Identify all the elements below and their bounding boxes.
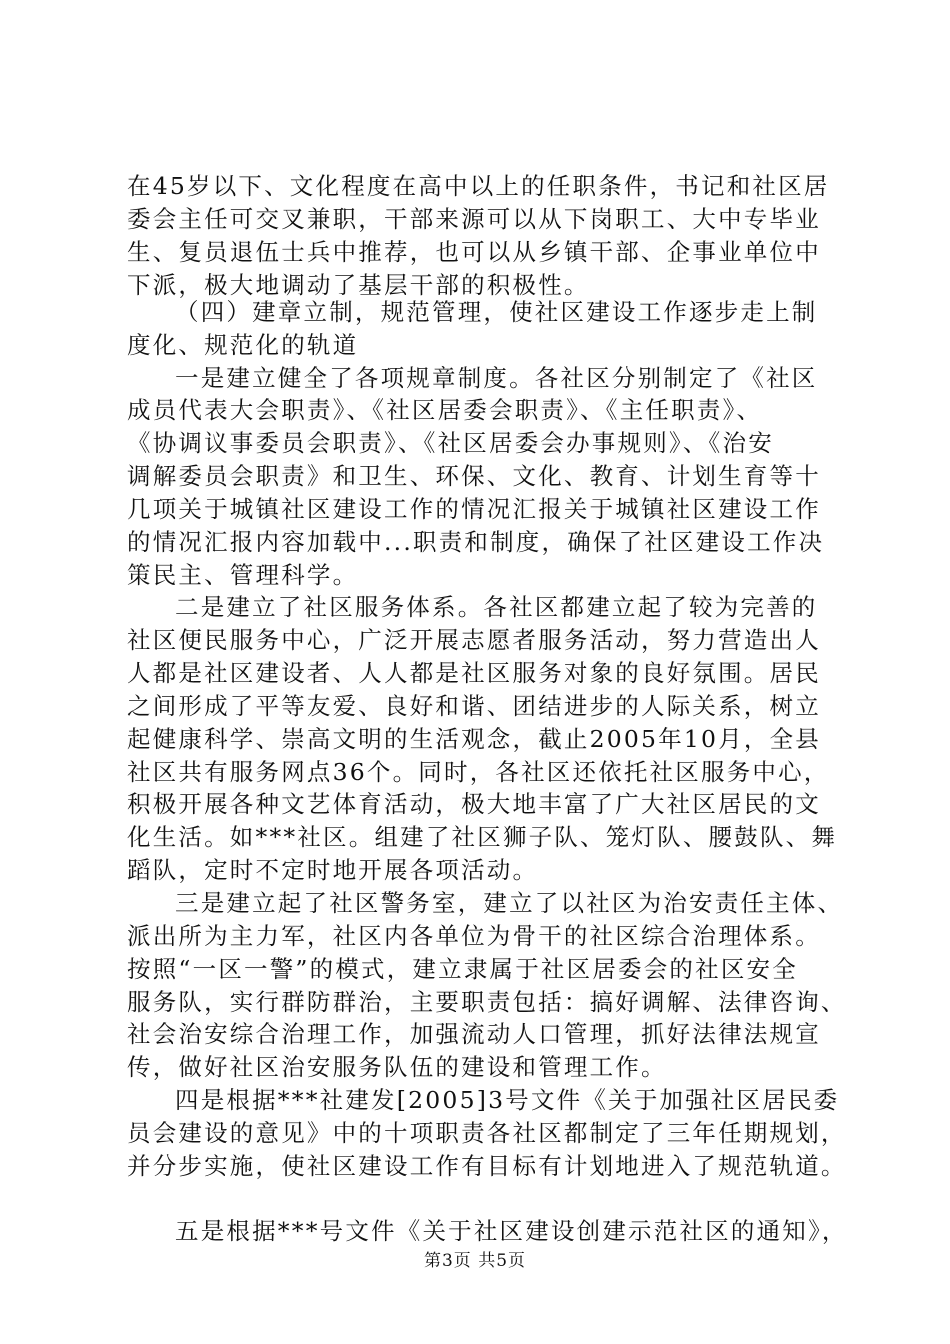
body-text-line: 一是建立健全了各项规章制度。各社区分别制定了《社区 bbox=[175, 364, 818, 392]
body-text-line: 《协调议事委员会职责》、《社区居委会办事规则》、《治安 bbox=[127, 429, 774, 457]
body-text-line: 派出所为主力军，社区内各单位为骨干的社区综合治理体系。 bbox=[127, 922, 821, 950]
body-text-line: 并分步实施，使社区建设工作有目标有计划地进入了规范轨道。 bbox=[127, 1152, 847, 1180]
body-text-line: 成员代表大会职责》、《社区居委会职责》、《主任职责》、 bbox=[127, 396, 763, 424]
body-text-line: 二是建立了社区服务体系。各社区都建立起了较为完善的 bbox=[175, 593, 818, 621]
body-text-line: 社会治安综合治理工作，加强流动人口管理，抓好法律法规宣 bbox=[127, 1020, 821, 1048]
body-text-line: 员会建设的意见》中的十项职责各社区都制定了三年任期规划， bbox=[127, 1119, 847, 1147]
body-text-line: 起健康科学、崇高文明的生活观念，截止2005年10月，全县 bbox=[127, 725, 822, 753]
body-text-line: 人都是社区建设者、人人都是社区服务对象的良好氛围。居民 bbox=[127, 659, 821, 687]
body-text-line: 下派，极大地调动了基层干部的积极性。 bbox=[127, 271, 590, 299]
body-text-line: 的情况汇报内容加载中...职责和制度，确保了社区建设工作决 bbox=[127, 528, 825, 556]
body-text-line: 生、复员退伍士兵中推荐，也可以从乡镇干部、企事业单位中 bbox=[127, 238, 821, 266]
body-text-line: 化生活。如***社区。组建了社区狮子队、笼灯队、腰鼓队、舞 bbox=[127, 823, 838, 851]
body-text-line: 在45岁以下、文化程度在高中以上的任职条件，书记和社区居 bbox=[127, 172, 830, 200]
body-text-line: 传，做好社区治安服务队伍的建设和管理工作。 bbox=[127, 1053, 667, 1081]
body-text-line: 五是根据***号文件《关于社区建设创建示范社区的通知》， bbox=[175, 1217, 848, 1245]
section-heading-line: （四）建章立制，规范管理，使社区建设工作逐步走上制 bbox=[175, 298, 818, 326]
page-number-footer: 第3页 共5页 bbox=[423, 1251, 527, 1271]
body-text-line: 积极开展各种文艺体育活动，极大地丰富了广大社区居民的文 bbox=[127, 790, 821, 818]
body-text-line: 社区共有服务网点36个。同时，各社区还依托社区服务中心， bbox=[127, 758, 830, 786]
body-text-line: 之间形成了平等友爱、良好和谐、团结进步的人际关系，树立 bbox=[127, 692, 821, 720]
body-text-line: 服务队，实行群防群治，主要职责包括：搞好调解、法律咨询、 bbox=[127, 988, 847, 1016]
body-text-line: 四是根据***社建发[2005]3号文件《关于加强社区居民委 bbox=[175, 1086, 840, 1114]
body-text-line: 几项关于城镇社区建设工作的情况汇报关于城镇社区建设工作 bbox=[127, 495, 821, 523]
body-text-line: 社区便民服务中心，广泛开展志愿者服务活动，努力营造出人 bbox=[127, 626, 821, 654]
section-heading-line: 度化、规范化的轨道 bbox=[127, 331, 359, 359]
body-text-line: 三是建立起了社区警务室，建立了以社区为治安责任主体、 bbox=[175, 889, 844, 917]
body-text-line: 按照“一区一警”的模式，建立隶属于社区居委会的社区安全 bbox=[127, 955, 798, 983]
body-text-line: 蹈队，定时不定时地开展各项活动。 bbox=[127, 856, 539, 884]
body-text-line: 委会主任可交叉兼职，干部来源可以从下岗职工、大中专毕业 bbox=[127, 205, 821, 233]
body-text-line: 调解委员会职责》和卫生、环保、文化、教育、计划生育等十 bbox=[127, 462, 821, 490]
body-text-line: 策民主、管理科学。 bbox=[127, 561, 359, 589]
